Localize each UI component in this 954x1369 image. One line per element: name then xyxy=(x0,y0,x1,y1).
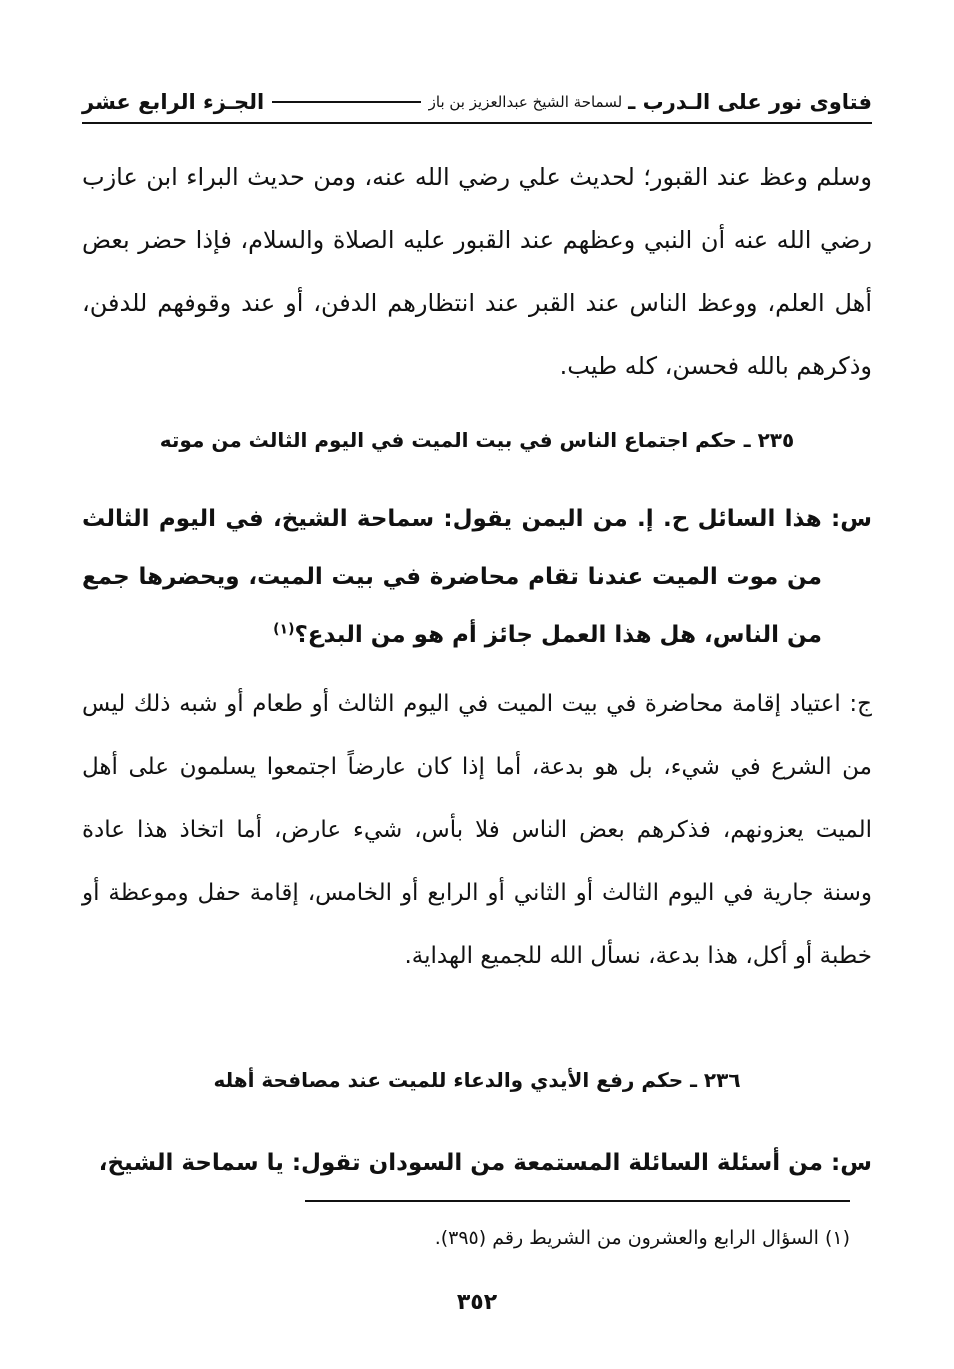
section-236-heading: ٢٣٦ ـ حكم رفع الأيدي والدعاء للميت عند مصافحة أهله xyxy=(213,1068,741,1092)
running-header xyxy=(82,82,872,124)
section-235-question-text: س: هذا السائل ح. إ. من اليمن يقول: سماحة الشيخ، في اليوم الثالث من موت الميت عندنا تقام محاضرة في بيت الميت، ويحضرها جمع من الناس، هل هذا العمل جائز أم هو من البدع؟ xyxy=(82,506,872,648)
footnote-text: (١) السؤال الرابع والعشرون من الشريط رقم (٣٩٥). xyxy=(434,1227,850,1249)
section-235-question xyxy=(82,490,872,664)
section-235-heading: ٢٣٥ ـ حكم اجتماع الناس في بيت الميت في اليوم الثالث من موته xyxy=(159,428,795,452)
opening-paragraph: وسلم وعظ عند القبور؛ لحديث علي رضي الله عنه، ومن حديث البراء ابن عازب رضي الله عنه أن النبي وعظهم عند القبور عليه الصلاة والسلام، فإذا حضر بعض أهل العلم، ووعظ الناس عند القبر عند انتظارهم الدفن، أو عند وقوفهم للدفن، وذكرهم بالله فحسن، كله طيب. xyxy=(82,163,872,380)
header-author: لسماحة الشيخ عبدالعزيز بن باز xyxy=(428,93,623,111)
section-236-question-block xyxy=(82,1134,872,1192)
opening-paragraph-block xyxy=(82,146,872,398)
section-235-question-block xyxy=(82,490,872,664)
header-part-label: الجـزء الرابع عشر xyxy=(82,90,265,114)
section-235-answer: ج: اعتياد إقامة محاضرة في بيت الميت في اليوم الثالث أو طعام أو شبه ذلك ليس من الشرع في شيء، بل هو بدعة، أما إذا كان عارضاً اجتمعوا يسلمون على أهل الميت يعزونهم، فذكرهم بعض الناس فلا بأس، شيء عارض، أما اتخاذ هذا عادة وسنة جارية في اليوم الثالث أو الثاني أو الرابع أو الخامس، إقامة حفل وموعظة أو خطبة أو أكل، هذا بدعة، نسأل الله للجميع الهداية. xyxy=(82,691,872,969)
footnote-reference: (١) xyxy=(273,621,295,638)
footnote-divider xyxy=(305,1200,850,1202)
section-236-question: س: من أسئلة السائلة المستمعة من السودان تقول: يا سماحة الشيخ، xyxy=(98,1150,872,1176)
header-divider xyxy=(272,101,420,103)
page-number: ٣٥٢ xyxy=(456,1290,498,1315)
section-235-answer-block xyxy=(82,673,872,988)
header-title-group xyxy=(264,90,872,114)
header-book-title: فتاوى نور على الـدرب ـ xyxy=(628,90,872,114)
